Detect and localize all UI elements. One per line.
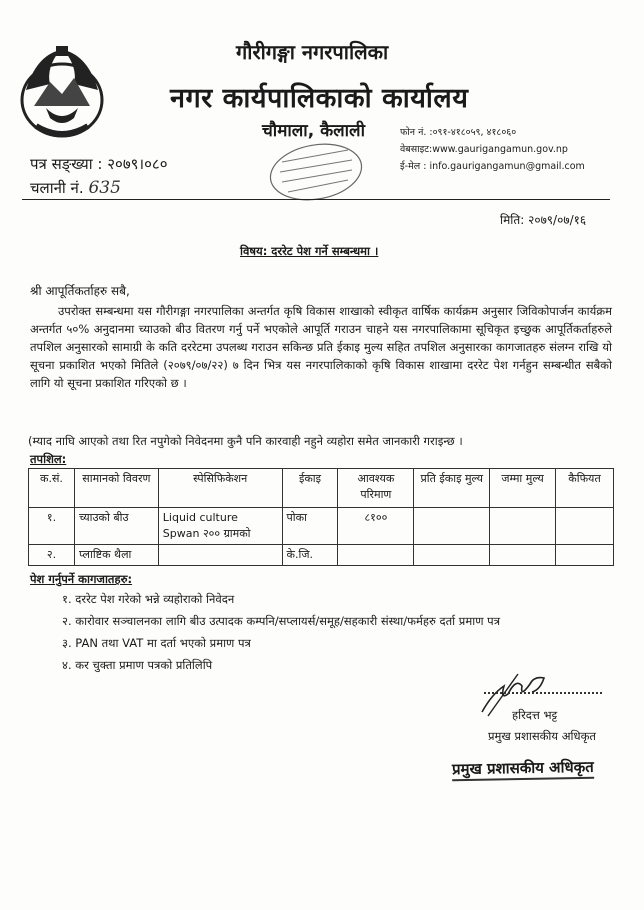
header-item: सामानको विवरण (74, 469, 158, 508)
table-title: तपशिल: (30, 452, 67, 466)
dispatch-number-label: चलानी नं. (30, 179, 84, 197)
website-text: वेबसाइट:www.gaurigangamun.gov.np (400, 144, 568, 155)
signature-line (484, 692, 602, 694)
cell-unit: पोका (282, 508, 338, 545)
reference-block (30, 152, 168, 200)
list-item: ३. PAN तथा VAT मा दर्ता भएको प्रमाण पत्र (62, 636, 251, 650)
table-row (29, 545, 614, 566)
letter-number-value: २०७९।०८० (107, 155, 168, 173)
header-unit: ईकाइ (282, 469, 338, 508)
letter-number-line (30, 152, 168, 176)
cell-unit-price (414, 545, 490, 566)
letter-subject: विषय: दररेट पेश गर्ने सम्बन्धमा । (240, 244, 379, 258)
cell-total (490, 508, 556, 545)
dispatch-number-line (30, 176, 168, 200)
cell-quantity (338, 545, 414, 566)
header-total: जम्मा मुल्य (490, 469, 556, 508)
office-location: चौमाला, कैलाली (262, 121, 365, 141)
header-remarks: कैफियत (556, 469, 614, 508)
header-unit-price: प्रति ईकाइ मुल्य (414, 469, 490, 508)
items-table (28, 468, 614, 566)
signatory-name: हरिदत्त भट्ट (512, 708, 558, 722)
cell-serial: २. (29, 545, 75, 566)
header-serial: क.सं. (29, 469, 75, 508)
municipality-name: गौरीगङ्गा नगरपालिका (236, 40, 389, 64)
list-item: १. दररेट पेश गरेको भन्ने व्यहोराको निवेदन (62, 592, 235, 606)
cell-quantity: ८१०० (338, 508, 414, 545)
cell-total (490, 545, 556, 566)
cell-item: प्लाष्टिक थैला (74, 545, 158, 566)
documents-title: पेश गर्नुपर्ने कागजातहरु: (30, 572, 133, 586)
nepal-emblem-icon (16, 44, 108, 140)
letter-number-label: पत्र सङ्ख्या : (30, 155, 103, 173)
letter-body (30, 302, 612, 392)
dispatch-number-value: 635 (88, 178, 121, 198)
header-quantity: आवश्यक परिमाण (338, 469, 414, 508)
letter-date: मिति: २०७९/०७/१६ (500, 213, 587, 227)
list-item: ४. कर चुक्ता प्रमाण पत्रको प्रतिलिपि (62, 658, 213, 672)
email-text: ई-मेल : info.gaurigangamun@gmail.com (400, 161, 585, 172)
cell-spec: Liquid culture Spwan २०० ग्रामको (158, 508, 282, 545)
cell-spec (158, 545, 282, 566)
cell-item: च्याउको बीउ (74, 508, 158, 545)
designation-stamp: प्रमुख प्रशासकीय अधिकृत (452, 757, 594, 781)
documents-list (62, 588, 500, 676)
signatory-title: प्रमुख प्रशासकीय अधिकृत (488, 729, 596, 743)
header-divider (22, 199, 610, 200)
table-row (29, 508, 614, 545)
header-spec: स्पेसिफिकेशन (158, 469, 282, 508)
cell-remarks (556, 508, 614, 545)
table-header-row (29, 469, 614, 508)
cell-remarks (556, 545, 614, 566)
cell-unit: के.जि. (282, 545, 338, 566)
cell-serial: १. (29, 508, 75, 545)
list-item: २. कारोवार सञ्चालनका लागि बीउ उत्पादक कम्पनि/सप्लायर्स/समूह/सहकारी संस्था/फर्महरु दर्ता प्रमाण पत्र (62, 614, 501, 628)
salutation: श्री आपूर्तिकर्ताहरु सबै, (30, 284, 130, 298)
phone-text: फोन नं. :०९१-४१८०५९, ४१८०६० (400, 127, 517, 138)
deadline-note: (म्याद नाघि आएको तथा रित नपुगेको निवेदनमा कुनै पनि कारवाही नहुने व्यहोरा समेत जानकारी गराइन्छ । (28, 434, 463, 448)
cell-unit-price (414, 508, 490, 545)
body-paragraph: उपरोक्त सम्बन्धमा यस गौरीगङ्गा नगरपालिका अन्तर्गत कृषि विकास शाखाको स्वीकृत वार्षिक कार्यक्रम अनुसार जिविकोपार्जन कार्यक्रम अन्तर्गत ५०% अनुदानमा च्याउको बीउ वितरण गर्नु पर्ने भएकोले आपूर्ति गराउन चाहने यस नगरपालिकामा सूचिकृत इच्छुक आपूर्तिकर्ताहरुले तपशिल अनुसारको सामाग्री के कति दररेटमा उपलब्ध गराउन सकिन्छ प्रति ईकाइ मुल्य सहित तपशिल अनुसारका कागजातहरु संलग्न राखि यो सूचना प्रकाशित भएको मितिले (२०७९/०७/२२) ७ दिन भित्र यस नगरपालिकाको कृषि विकास शाखामा दररेट पेश गर्नहुन सम्बन्धीत सबैको लागि यो सूचना प्रकाशित गरिएको छ । (30, 304, 612, 390)
contact-block (400, 124, 585, 175)
office-stamp-icon (262, 140, 370, 204)
office-name: नगर कार्यपालिकाको कार्यालय (170, 83, 469, 114)
